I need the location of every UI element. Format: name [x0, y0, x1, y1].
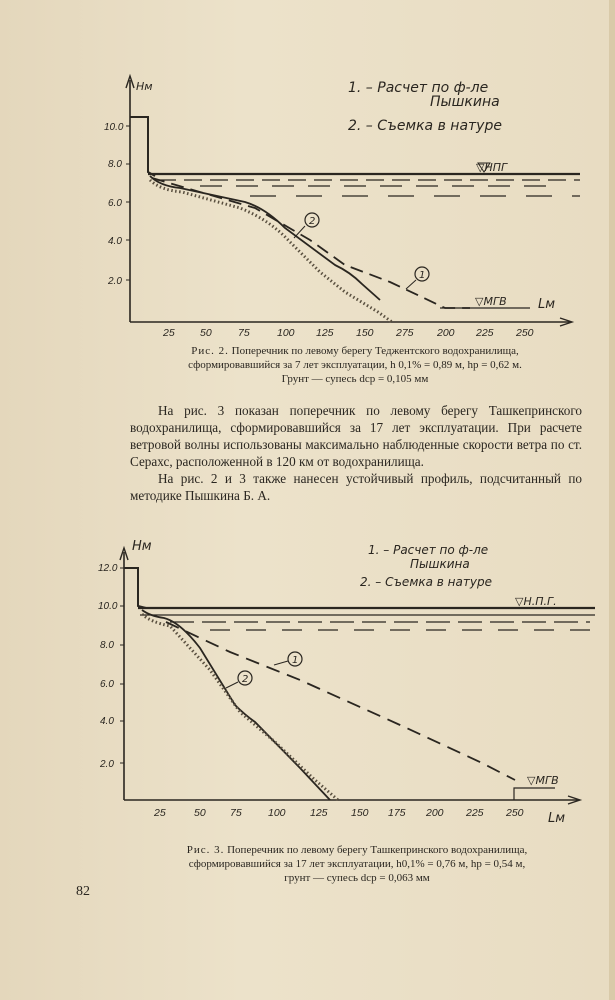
- npg-label: ▽НПГ: [476, 161, 508, 174]
- x-tick-label: 50: [200, 327, 212, 339]
- figure-3-caption: [118, 843, 596, 885]
- y-tick-label: 2.0: [108, 276, 122, 287]
- caption-line-1: Поперечник по левому берегу Теджентского водохранилища,: [231, 345, 519, 357]
- paragraph-1: На рис. 3 показан поперечник по левому берегу Ташкепринского водохранилища, сформировавшийся за 17 лет эксплуатации. При расчете ветровой волны использованы максимально наблюденные скорости ветра по ст. Серахс, расположенной в 120 км от водохранилища.: [130, 403, 582, 469]
- x-tick-label: 175: [388, 807, 406, 819]
- figure-3-cross-section: [0, 530, 615, 830]
- y-axis-label: Нм: [136, 80, 153, 93]
- profile-survey-line: [150, 176, 380, 300]
- caption-label: Рис. 3.: [186, 844, 225, 856]
- x-tick-label: 125: [310, 807, 328, 819]
- body-text: [130, 402, 582, 504]
- marker-1: 1: [419, 270, 426, 281]
- mgv-label: ▽МГВ: [527, 774, 559, 787]
- x-tick-labels: [162, 327, 534, 339]
- page-number: 82: [76, 884, 90, 899]
- x-tick-label: 50: [194, 807, 206, 819]
- legend-line-1b: Пышкина: [410, 557, 470, 571]
- caption-line-3: грунт — супесь dср = 0,063 мм: [284, 872, 430, 884]
- x-tick-labels: [153, 807, 524, 819]
- mgv-step: [514, 788, 555, 800]
- profile-survey-stipple: [150, 180, 392, 322]
- x-tick-label: 200: [437, 327, 455, 339]
- x-tick-label: 275: [396, 327, 414, 339]
- x-tick-label: 250: [506, 807, 524, 819]
- npg-label: ▽Н.П.Г.: [515, 595, 557, 608]
- x-tick-label: 225: [476, 327, 494, 339]
- marker-2: 2: [309, 216, 316, 227]
- legend-line-2: 2. – Съемка в натуре: [360, 575, 492, 589]
- y-axis-label: Нм: [132, 539, 152, 554]
- x-tick-label: 150: [351, 807, 369, 819]
- water-dash-lines: [140, 615, 595, 630]
- legend-line-2: 2. – Съемка в натуре: [348, 118, 502, 134]
- marker-2: 2: [242, 674, 249, 685]
- y-tick-label: 10.0: [98, 601, 118, 612]
- x-tick-label: 100: [277, 327, 295, 339]
- y-tick-label: 4.0: [108, 236, 122, 247]
- y-tick-label: 2.0: [100, 759, 114, 770]
- legend-line-1b: Пышкина: [430, 94, 500, 110]
- figure-2-caption: [120, 344, 590, 386]
- caption-line-3: Грунт — супесь dср = 0,105 мм: [281, 373, 429, 385]
- x-axis-label: Lм: [548, 811, 566, 826]
- water-dash-lines: [158, 180, 580, 196]
- y-tick-label: 6.0: [100, 679, 114, 690]
- x-tick-label: 125: [316, 327, 334, 339]
- x-tick-label: 150: [356, 327, 374, 339]
- x-tick-label: 75: [230, 807, 242, 819]
- caption-line-2: сформировавшийся за 17 лет эксплуатации, h0,1% = 0,76 м, hp = 0,54 м,: [188, 858, 526, 870]
- caption-label: Рис. 2.: [191, 345, 229, 357]
- y-tick-label: 6.0: [108, 198, 122, 209]
- paragraph-2: На рис. 2 и 3 также нанесен устойчивый профиль, подсчитанный по методике Пышкина Б. А.: [130, 471, 582, 503]
- y-tick-label: 10.0: [104, 122, 124, 133]
- marker-1: 1: [292, 655, 299, 666]
- x-tick-label: 250: [516, 327, 534, 339]
- x-tick-label: 100: [268, 807, 286, 819]
- y-tick-labels: [104, 122, 124, 287]
- legend-line-1: 1. – Расчет по ф-ле: [368, 543, 489, 557]
- profile-calc-line: [166, 622, 515, 780]
- x-axis-label: Lм: [538, 297, 556, 312]
- x-tick-label: 25: [154, 807, 166, 819]
- y-tick-label: 8.0: [100, 640, 114, 651]
- x-tick-label: 200: [426, 807, 444, 819]
- y-tick-label: 8.0: [108, 159, 122, 170]
- embankment-crest: [130, 117, 155, 176]
- x-tick-label: 75: [238, 327, 250, 339]
- embankment-crest: [124, 568, 146, 608]
- y-tick-label: 4.0: [100, 716, 114, 727]
- profile-survey-line: [142, 610, 330, 800]
- y-tick-label: 12.0: [98, 563, 118, 574]
- profile-survey-stipple: [142, 614, 338, 800]
- x-tick-label: 225: [466, 807, 484, 819]
- caption-line-2: сформировавшийся за 7 лет эксплуатации, h 0,1% = 0,89 м, hp = 0,62 м.: [188, 359, 522, 371]
- y-tick-labels: [98, 563, 118, 770]
- caption-line-1: Поперечник по левому берегу Ташкепринского водохранилища,: [227, 844, 528, 856]
- x-tick-label: 25: [163, 327, 175, 339]
- legend-line-1: 1. – Расчет по ф-ле: [348, 80, 489, 96]
- mgv-label: ▽МГВ: [475, 295, 507, 308]
